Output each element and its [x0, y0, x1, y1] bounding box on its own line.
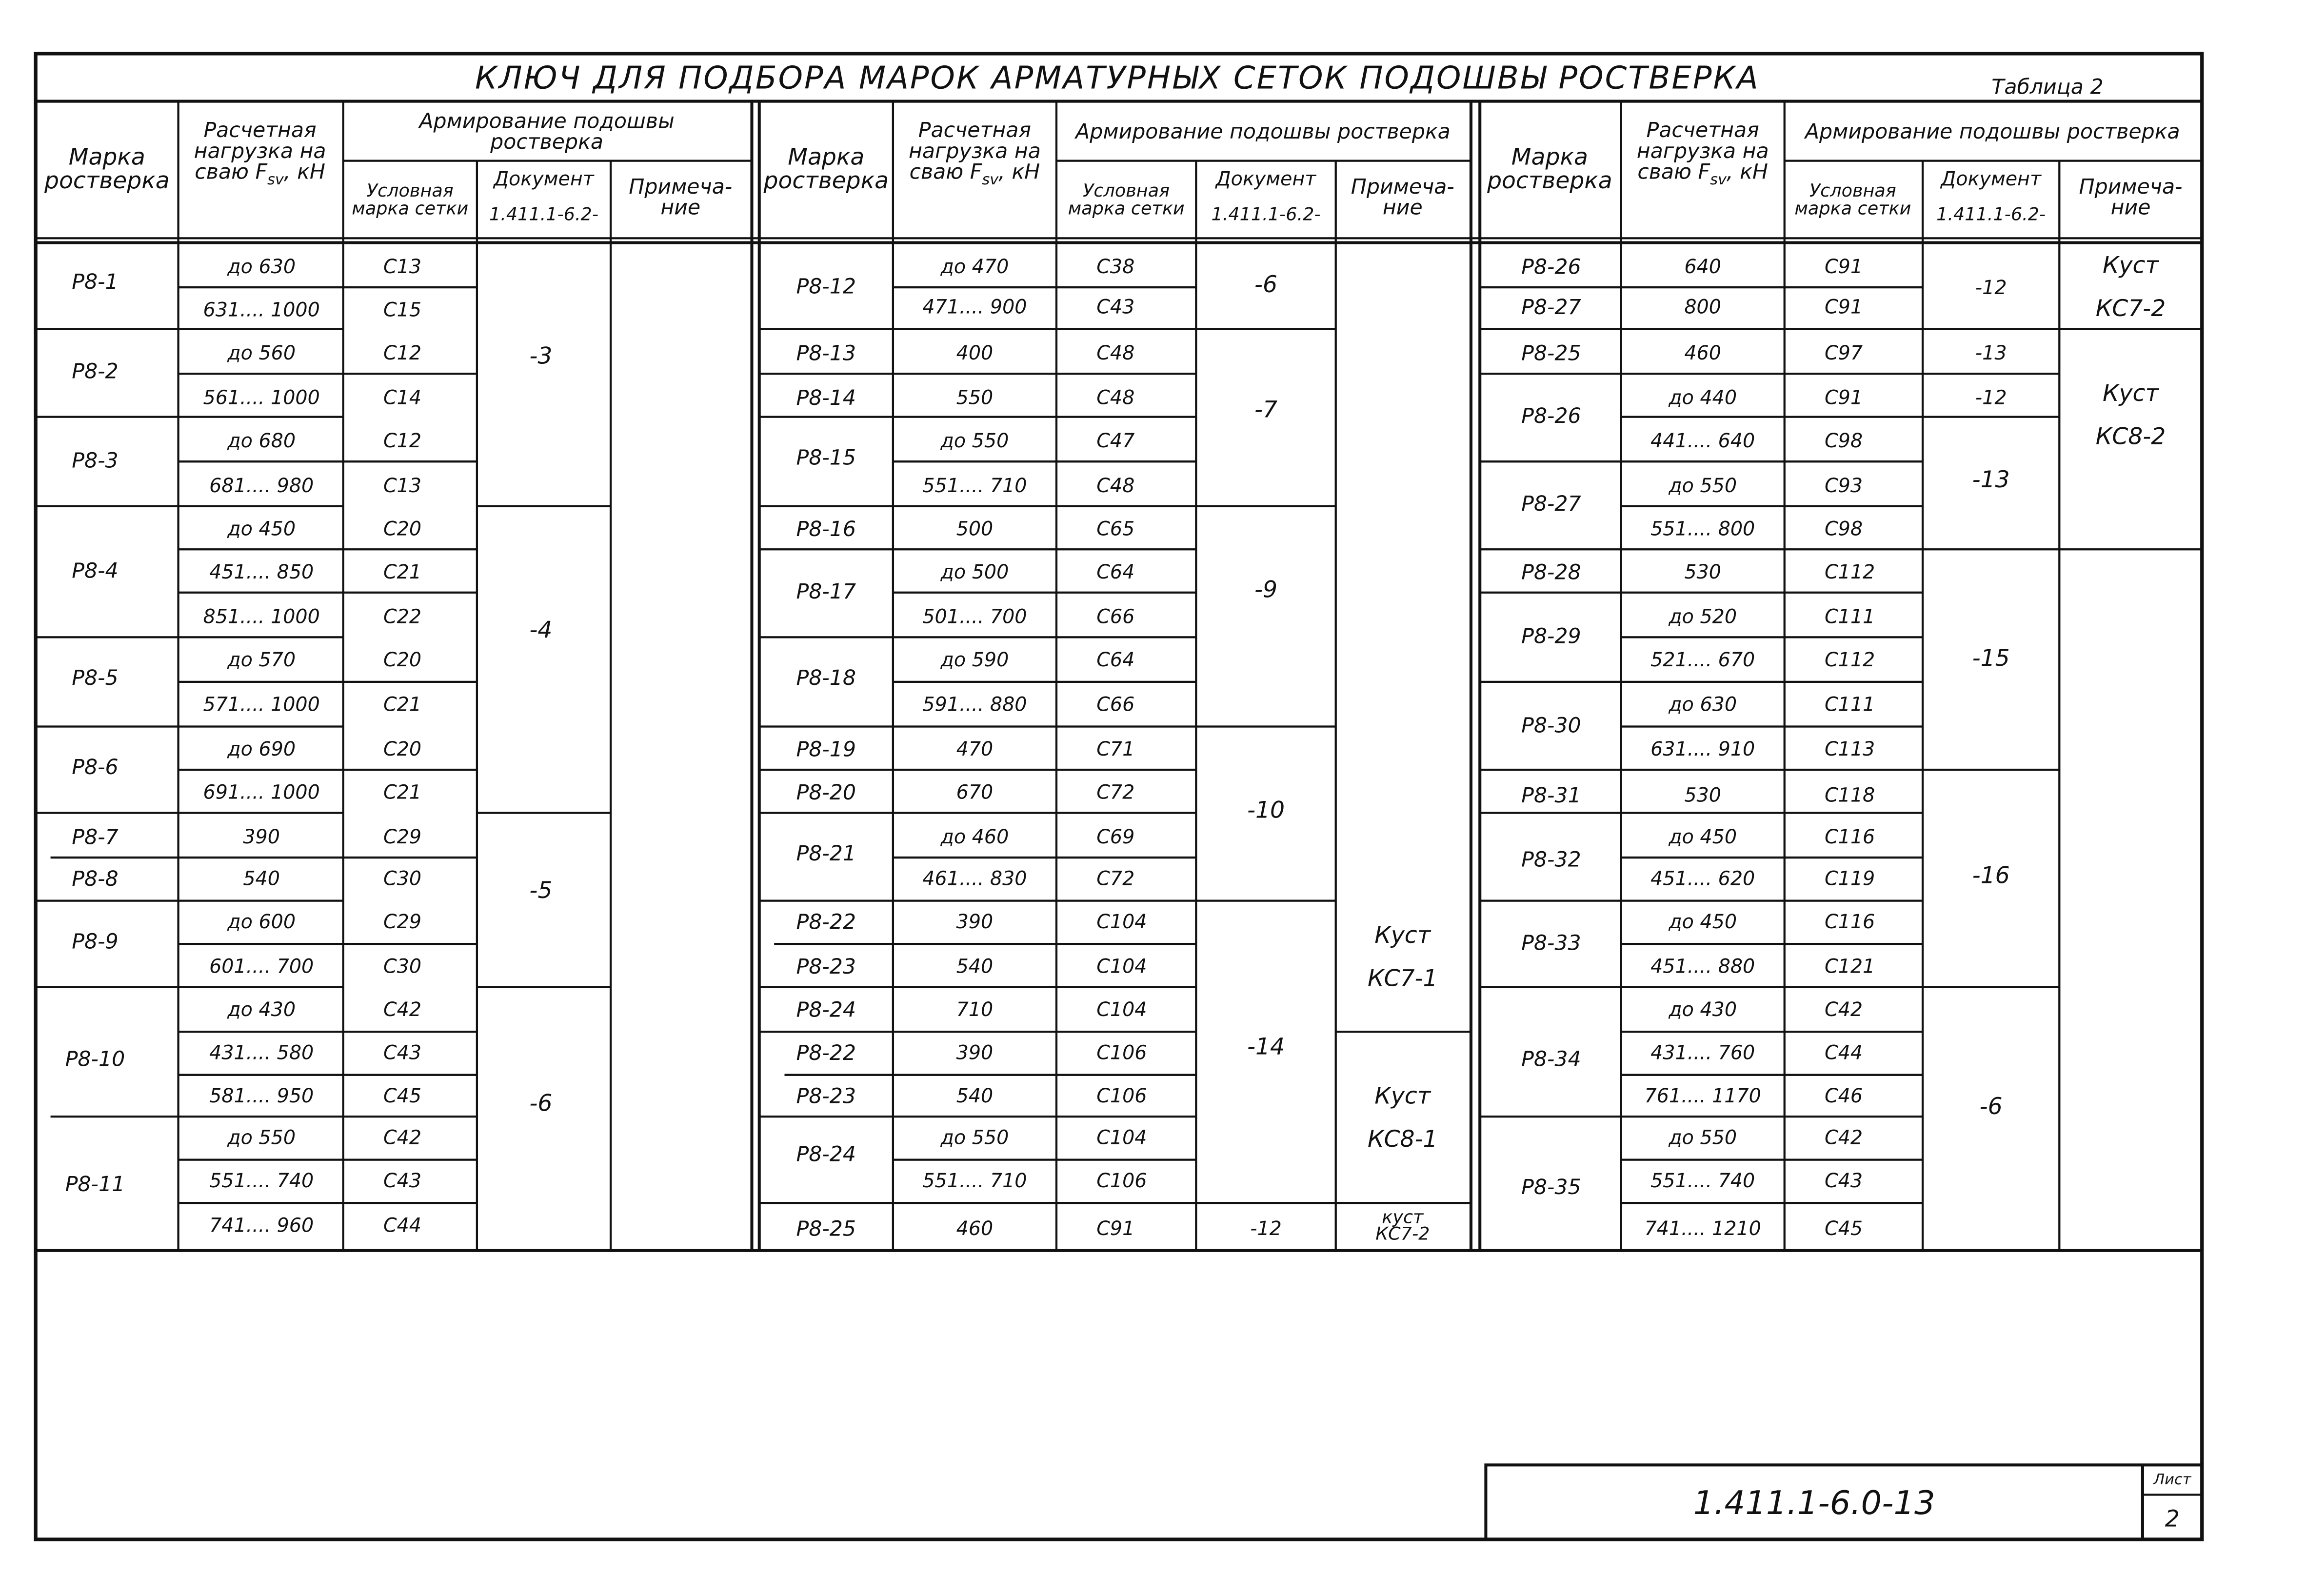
document-code: 1.411.1-6.0-13 [1693, 1486, 1935, 1523]
mesh-cell: С20 [383, 739, 422, 762]
sheet-number: 2 [2165, 1505, 2180, 1533]
mark-cell: Р8-11 [65, 1173, 125, 1197]
header-mesh-mark: Условная марка сетки [1794, 180, 1911, 219]
load-cell: до 470 [940, 257, 1009, 279]
load-cell: до 630 [227, 257, 296, 279]
note-cell: Куст КС7-1 [1367, 922, 1438, 992]
load-cell: до 590 [940, 650, 1009, 673]
mesh-cell: С91 [1824, 297, 1863, 319]
load-cell: до 450 [1669, 912, 1737, 935]
mark-cell: Р8-7 [72, 826, 119, 850]
table-title: КЛЮЧ ДЛЯ ПОДБОРА МАРОК АРМАТУРНЫХ СЕТОК ПОДОШВЫ РОСТВЕРКА [475, 60, 1760, 96]
mark-cell: Р8-35 [1521, 1176, 1581, 1200]
load-cell: 631.... 1000 [203, 300, 320, 322]
doc-cell: -12 [1975, 278, 2007, 300]
mesh-cell: С72 [1096, 868, 1135, 891]
mark-cell: Р8-15 [796, 446, 856, 471]
mesh-cell: С42 [1824, 1128, 1863, 1150]
header-note: Примеча- ние [1351, 176, 1454, 220]
load-cell: до 680 [227, 431, 296, 454]
mesh-cell: С69 [1096, 827, 1135, 850]
mesh-cell: С91 [1824, 388, 1863, 410]
mark-cell: Р8-28 [1521, 561, 1581, 585]
table-label: Таблица 2 [1991, 76, 2104, 100]
mesh-cell: С20 [383, 519, 422, 541]
mesh-cell: С43 [1824, 1171, 1863, 1194]
mark-cell: Р8-34 [1521, 1048, 1581, 1072]
mesh-cell: С119 [1824, 868, 1875, 891]
mark-cell: Р8-30 [1521, 715, 1581, 738]
load-cell: 601.... 700 [209, 957, 314, 979]
mesh-cell: С42 [383, 999, 422, 1022]
mark-cell: Р8-31 [1521, 784, 1581, 809]
mesh-cell: С104 [1096, 957, 1147, 979]
mesh-cell: С121 [1824, 957, 1875, 979]
load-cell: 551.... 740 [209, 1171, 314, 1194]
mark-cell: Р8-27 [1521, 296, 1581, 320]
note-cell: Куст КС8-1 [1367, 1082, 1438, 1153]
doc-cell: -13 [1972, 466, 2010, 494]
mark-cell: Р8-25 [1521, 342, 1581, 366]
mesh-cell: С113 [1824, 739, 1875, 762]
load-cell: 681.... 980 [209, 476, 314, 498]
load-cell: 460 [1684, 343, 1721, 366]
mesh-cell: С21 [383, 562, 422, 584]
mark-cell: Р8-26 [1521, 405, 1581, 429]
mesh-cell: С66 [1096, 606, 1135, 629]
mesh-cell: С14 [383, 388, 422, 410]
doc-cell: -9 [1254, 576, 1278, 603]
header-mesh-mark: Условная марка сетки [352, 180, 469, 219]
mesh-cell: С65 [1096, 519, 1135, 541]
mark-cell: Р8-32 [1521, 848, 1581, 873]
mesh-cell: С71 [1096, 739, 1135, 762]
load-cell: 390 [243, 827, 280, 850]
load-cell: 581.... 950 [209, 1086, 314, 1109]
mesh-cell: С42 [383, 1128, 422, 1150]
load-cell: 561.... 1000 [203, 388, 320, 410]
header-mark: Марка ростверка [763, 143, 889, 194]
load-cell: до 550 [940, 431, 1009, 454]
note-cell: куст КС7-2 [1375, 1207, 1430, 1245]
mesh-cell: С44 [1824, 1043, 1863, 1065]
mark-cell: Р8-19 [796, 738, 856, 762]
load-cell: 441.... 640 [1650, 431, 1755, 454]
mesh-cell: С112 [1824, 562, 1875, 584]
mesh-cell: С12 [383, 343, 422, 366]
load-cell: 800 [1684, 297, 1721, 319]
doc-cell: -12 [1975, 388, 2007, 410]
header-load: Расчетная нагрузка на сваю $F_{sv}$, кН [194, 119, 326, 189]
load-cell: до 570 [227, 650, 296, 673]
load-cell: 431.... 760 [1650, 1043, 1755, 1065]
load-cell: до 430 [1669, 999, 1737, 1022]
mark-cell: Р8-23 [796, 956, 856, 980]
note-cell: Куст КС8-2 [2095, 380, 2166, 450]
load-cell: 461.... 830 [922, 868, 1027, 891]
mark-cell: Р8-10 [65, 1048, 125, 1072]
mesh-cell: С43 [383, 1171, 422, 1194]
load-cell: 521.... 670 [1650, 650, 1755, 673]
load-cell: 761.... 1170 [1644, 1086, 1761, 1109]
mesh-cell: С91 [1096, 1218, 1135, 1241]
load-cell: 400 [956, 343, 994, 366]
mesh-cell: С15 [383, 300, 422, 322]
header-mark: Марка ростверка [1487, 143, 1612, 194]
mark-cell: Р8-3 [72, 449, 119, 474]
load-cell: до 550 [1669, 1128, 1737, 1150]
mesh-cell: С98 [1824, 519, 1863, 541]
load-cell: 530 [1684, 785, 1721, 808]
header-reinforcement: Армирование подошвы ростверка [419, 110, 675, 155]
mark-cell: Р8-5 [72, 667, 119, 691]
load-cell: 551.... 710 [922, 1171, 1027, 1194]
mesh-cell: С44 [383, 1216, 422, 1238]
mark-cell: Р8-2 [72, 360, 119, 384]
load-cell: 640 [1684, 257, 1721, 279]
mark-cell: Р8-22 [796, 1042, 856, 1066]
mark-cell: Р8-21 [796, 842, 856, 867]
mesh-cell: С12 [383, 431, 422, 454]
mesh-cell: С116 [1824, 827, 1875, 850]
mesh-cell: С21 [383, 782, 422, 805]
mesh-cell: С30 [383, 868, 422, 891]
load-cell: 550 [956, 388, 994, 410]
load-cell: 500 [956, 519, 994, 541]
load-cell: 551.... 740 [1650, 1171, 1755, 1194]
load-cell: 460 [956, 1218, 994, 1241]
load-cell: 540 [956, 957, 994, 979]
mesh-cell: С43 [1096, 297, 1135, 319]
mesh-cell: С106 [1096, 1171, 1147, 1194]
mark-cell: Р8-18 [796, 667, 856, 691]
doc-cell: -6 [529, 1090, 553, 1117]
header-reinforcement: Армирование подошвы ростверка [1805, 120, 2180, 145]
doc-cell: -5 [529, 877, 553, 904]
load-cell: до 550 [227, 1128, 296, 1150]
mesh-cell: С20 [383, 650, 422, 673]
load-cell: 551.... 710 [922, 476, 1027, 498]
mesh-cell: С66 [1096, 694, 1135, 717]
mesh-cell: С93 [1824, 476, 1863, 498]
note-cell: Куст КС7-2 [2095, 252, 2166, 322]
load-cell: 591.... 880 [922, 694, 1027, 717]
mesh-cell: С116 [1824, 912, 1875, 935]
header-load: Расчетная нагрузка на сваю $F_{sv}$, кН [908, 119, 1041, 189]
mesh-cell: С91 [1824, 257, 1863, 279]
mark-cell: Р8-27 [1521, 493, 1581, 517]
mesh-cell: С21 [383, 694, 422, 717]
header-mesh-mark: Условная марка сетки [1068, 180, 1185, 219]
sheet-label: Лист [2153, 1472, 2191, 1489]
doc-cell: -16 [1972, 862, 2010, 889]
mesh-cell: С13 [383, 476, 422, 498]
mark-cell: Р8-6 [72, 756, 119, 780]
mesh-cell: С29 [383, 912, 422, 935]
load-cell: до 430 [227, 999, 296, 1022]
mesh-cell: С112 [1824, 650, 1875, 673]
mesh-cell: С118 [1824, 785, 1875, 808]
mesh-cell: С111 [1824, 606, 1875, 629]
doc-cell: -6 [1254, 271, 1278, 299]
header-note: Примеча- ние [629, 176, 733, 220]
load-cell: 851.... 1000 [203, 606, 320, 629]
header-load: Расчетная нагрузка на сваю $F_{sv}$, кН [1636, 119, 1769, 189]
header-document-code: 1.411.1-6.2- [1211, 204, 1321, 225]
mesh-cell: С104 [1096, 999, 1147, 1022]
load-cell: 451.... 880 [1650, 957, 1755, 979]
load-cell: до 460 [940, 827, 1009, 850]
mesh-cell: С47 [1096, 431, 1135, 454]
mark-cell: Р8-25 [796, 1217, 856, 1242]
load-cell: 501.... 700 [922, 606, 1027, 629]
mesh-cell: С111 [1824, 694, 1875, 717]
doc-cell: -14 [1247, 1033, 1285, 1060]
load-cell: 451.... 850 [209, 562, 314, 584]
mesh-cell: С46 [1824, 1086, 1863, 1109]
mark-cell: Р8-26 [1521, 256, 1581, 280]
load-cell: до 520 [1669, 606, 1737, 629]
mark-cell: Р8-14 [796, 387, 856, 411]
load-cell: 390 [956, 1043, 994, 1065]
doc-cell: -3 [529, 342, 553, 370]
load-cell: до 450 [1669, 827, 1737, 850]
load-cell: 631.... 910 [1650, 739, 1755, 762]
mark-cell: Р8-17 [796, 580, 856, 605]
mesh-cell: С38 [1096, 257, 1135, 279]
doc-cell: -12 [1250, 1218, 1282, 1241]
load-cell: 551.... 800 [1650, 519, 1755, 541]
load-cell: 741.... 1210 [1644, 1218, 1761, 1241]
load-cell: до 450 [227, 519, 296, 541]
load-cell: до 550 [1669, 476, 1737, 498]
mesh-cell: С72 [1096, 782, 1135, 805]
mesh-cell: С106 [1096, 1043, 1147, 1065]
mesh-cell: С104 [1096, 1128, 1147, 1150]
load-cell: 471.... 900 [922, 297, 1027, 319]
load-cell: 470 [956, 739, 994, 762]
mark-cell: Р8-23 [796, 1085, 856, 1109]
load-cell: до 550 [940, 1128, 1009, 1150]
mesh-cell: С64 [1096, 650, 1135, 673]
header-mark: Марка ростверка [44, 143, 170, 194]
load-cell: 390 [956, 912, 994, 935]
load-cell: до 560 [227, 343, 296, 366]
mesh-cell: С29 [383, 827, 422, 850]
load-cell: до 600 [227, 912, 296, 935]
load-cell: 710 [956, 999, 994, 1022]
load-cell: до 690 [227, 739, 296, 762]
load-cell: 670 [956, 782, 994, 805]
mark-cell: Р8-24 [796, 1143, 856, 1167]
load-cell: 530 [1684, 562, 1721, 584]
header-document-code: 1.411.1-6.2- [1936, 204, 2046, 225]
mark-cell: Р8-9 [72, 930, 119, 955]
load-cell: 571.... 1000 [203, 694, 320, 717]
mark-cell: Р8-12 [796, 275, 856, 299]
mesh-cell: С48 [1096, 388, 1135, 410]
mark-cell: Р8-24 [796, 999, 856, 1023]
header-note: Примеча- ние [2079, 176, 2183, 220]
doc-cell: -10 [1247, 797, 1285, 824]
mark-cell: Р8-20 [796, 781, 856, 806]
header-reinforcement: Армирование подошвы ростверка [1075, 120, 1451, 145]
mark-cell: Р8-8 [72, 868, 119, 892]
load-cell: 741.... 960 [209, 1216, 314, 1238]
load-cell: до 440 [1669, 388, 1737, 410]
doc-cell: -15 [1972, 645, 2010, 672]
mesh-cell: С104 [1096, 912, 1147, 935]
mesh-cell: С64 [1096, 562, 1135, 584]
mark-cell: Р8-29 [1521, 625, 1581, 649]
mesh-cell: С22 [383, 606, 422, 629]
load-cell: до 630 [1669, 694, 1737, 717]
mesh-cell: С98 [1824, 431, 1863, 454]
doc-cell: -4 [529, 617, 553, 644]
header-document: Документ [1215, 169, 1316, 192]
mesh-cell: С13 [383, 257, 422, 279]
mark-cell: Р8-1 [72, 271, 119, 295]
header-document-code: 1.411.1-6.2- [489, 204, 599, 225]
load-cell: до 500 [940, 562, 1009, 584]
doc-cell: -13 [1975, 343, 2007, 366]
mesh-cell: С106 [1096, 1086, 1147, 1109]
load-cell: 540 [956, 1086, 994, 1109]
mesh-cell: С48 [1096, 343, 1135, 366]
doc-cell: -6 [1979, 1093, 2003, 1120]
load-cell: 431.... 580 [209, 1043, 314, 1065]
mesh-cell: С30 [383, 957, 422, 979]
header-document: Документ [1941, 169, 2042, 192]
mesh-cell: С42 [1824, 999, 1863, 1022]
mark-cell: Р8-22 [796, 911, 856, 935]
load-cell: 540 [243, 868, 280, 891]
mesh-cell: С43 [383, 1043, 422, 1065]
load-cell: 451.... 620 [1650, 868, 1755, 891]
header-document: Документ [494, 169, 594, 192]
mesh-cell: С97 [1824, 343, 1863, 366]
mark-cell: Р8-13 [796, 342, 856, 366]
doc-cell: -7 [1254, 396, 1278, 423]
mark-cell: Р8-4 [72, 559, 119, 584]
mesh-cell: С45 [1824, 1218, 1863, 1241]
mark-cell: Р8-16 [796, 518, 856, 542]
mesh-cell: С45 [383, 1086, 422, 1109]
mesh-cell: С48 [1096, 476, 1135, 498]
mark-cell: Р8-33 [1521, 932, 1581, 956]
load-cell: 691.... 1000 [203, 782, 320, 805]
